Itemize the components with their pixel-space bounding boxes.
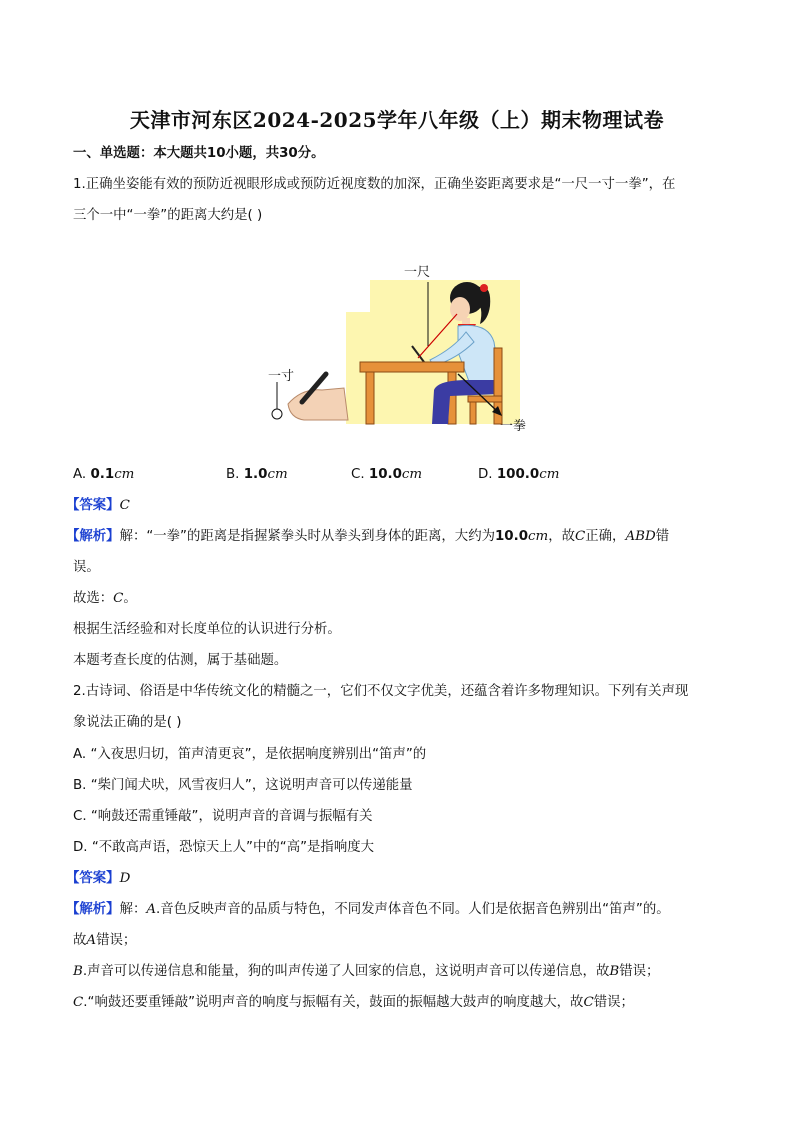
q1-note-2: 本题考查长度的估测，属于基础题。 <box>73 653 288 668</box>
q2-option-b: B. “柴门闻犬吠，风雪夜归人”，这说明声音可以传递能量 <box>73 778 413 793</box>
q2-analysis-line-3: B.声音可以传递信息和能量，狗的叫声传递了人回家的信息，这说明声音可以传递信息，故B错误； <box>73 964 660 979</box>
label-cun: 一寸 <box>268 369 295 384</box>
q1-conclusion: 故选：C。 <box>73 591 137 606</box>
q2-answer: 【答案】D <box>66 871 131 886</box>
q2-analysis-line-1: 【解析】解：A.音色反映声音的品质与特色，不同发声体音色不同。人们是依据音色辨别出“笛声”的。 <box>66 902 670 917</box>
label-chi: 一尺 <box>404 265 431 280</box>
posture-illustration <box>262 262 532 434</box>
q2-option-c: C. “响鼓还需重锤敲”，说明声音的音调与振幅有关 <box>73 809 373 824</box>
q2-option-a: A. “入夜思归切，笛声清更哀”，是依据响度辨别出“笛声”的 <box>73 747 427 762</box>
label-quan: 一拳 <box>500 419 527 434</box>
question-1-text-line-2: 三个一中“一拳”的距离大约是( ) <box>73 208 263 223</box>
q1-analysis-line-2: 误。 <box>73 560 100 575</box>
q2-analysis-line-4: C.“响鼓还要重锤敲”说明声音的响度与振幅有关，鼓面的振幅越大鼓声的响度越大，故C错误； <box>73 995 634 1010</box>
question-2-text-line-1: 2.古诗词、俗语是中华传统文化的精髓之一，它们不仅文字优美，还蕴含着许多物理知识。下列有关声现 <box>73 684 689 699</box>
q2-analysis-line-2: 故A错误； <box>73 933 137 948</box>
q1-analysis-line-1: 【解析】解：“一拳”的距离是指握紧拳头时从拳头到身体的距离，大约为10.0cm，故C正确，ABD错 <box>66 529 670 544</box>
q1-note-1: 根据生活经验和对长度单位的认识进行分析。 <box>73 622 341 637</box>
section-heading: 一、单选题：本大题共10小题，共30分。 <box>73 146 325 161</box>
q2-option-d: D. “不敢高声语，恐惊天上人”中的“高”是指响度大 <box>73 840 374 855</box>
q1-option-b: B. 1.0cm <box>226 467 288 482</box>
q1-option-c: C. 10.0cm <box>351 467 423 482</box>
q1-option-d: D. 100.0cm <box>478 467 560 482</box>
question-1-text-line-1: 1.正确坐姿能有效的预防近视眼形成或预防近视度数的加深，正确坐姿距离要求是“一尺一寸一拳”，在 <box>73 177 676 192</box>
question-2-text-line-2: 象说法正确的是( ) <box>73 715 182 730</box>
page-title: 天津市河东区2024-2025学年八年级（上）期末物理试卷 <box>129 108 665 132</box>
q1-answer: 【答案】C <box>66 498 130 513</box>
q1-option-a: A. 0.1cm <box>73 467 135 482</box>
